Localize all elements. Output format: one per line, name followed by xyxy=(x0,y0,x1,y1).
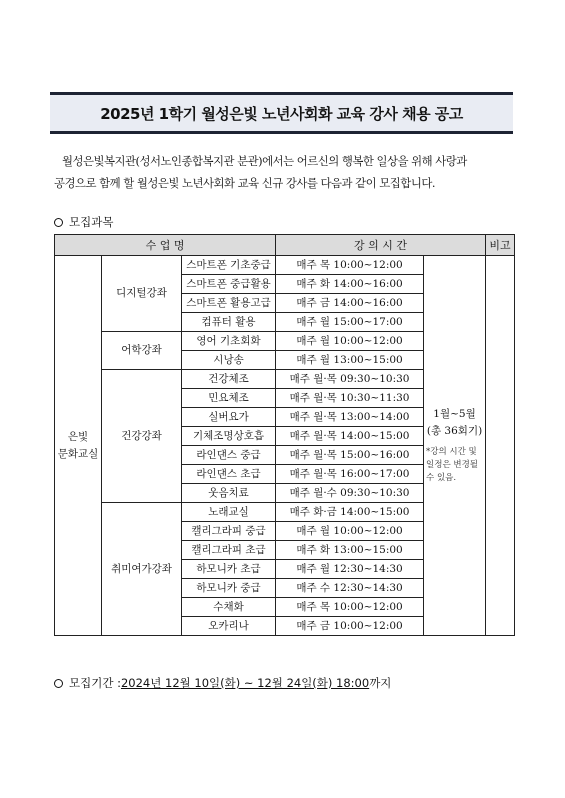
subject-cell: 기체조명상호흡 xyxy=(182,427,276,446)
recruit-period-label: 모집기간 : xyxy=(69,676,121,690)
intro-line-1: 월성은빛복지관(성서노인종합복지관 분관)에서는 어르신의 행복한 일상을 위해 사랑과 xyxy=(62,154,467,168)
subject-cell: 시낭송 xyxy=(182,351,276,370)
venue-line-1: 은빛 xyxy=(67,430,89,443)
table-row xyxy=(55,256,515,275)
period-months: 1월~5월 xyxy=(433,408,476,420)
period-note: *강의 시간 및 일정은 변경될 수 있음. xyxy=(426,447,478,483)
time-cell: 매주 화 13:00~15:00 xyxy=(276,541,424,560)
header-time: 강 의 시 간 xyxy=(276,235,486,256)
subject-cell: 컴퓨터 활용 xyxy=(182,313,276,332)
subject-cell: 스마트폰 중급활용 xyxy=(182,275,276,294)
time-cell: 매주 월 15:00~17:00 xyxy=(276,313,424,332)
time-cell: 매주 월·목 09:30~10:30 xyxy=(276,370,424,389)
header-course: 수 업 명 xyxy=(55,235,276,256)
recruit-period xyxy=(54,675,391,691)
time-cell: 매주 목 10:00~12:00 xyxy=(276,256,424,275)
circle-bullet-icon xyxy=(54,218,63,227)
venue-line-2: 문화교실 xyxy=(57,447,99,460)
subject-cell: 오카리나 xyxy=(182,617,276,636)
subject-cell: 영어 기초회화 xyxy=(182,332,276,351)
section-courses-label: 모집과목 xyxy=(69,215,114,229)
subject-cell: 건강체조 xyxy=(182,370,276,389)
time-cell: 매주 금 10:00~12:00 xyxy=(276,617,424,636)
subject-cell: 하모니카 초급 xyxy=(182,560,276,579)
period-cell xyxy=(424,256,486,636)
subject-cell: 스마트폰 기초중급 xyxy=(182,256,276,275)
time-cell: 매주 월 13:00~15:00 xyxy=(276,351,424,370)
recruit-period-suffix: 까지 xyxy=(369,676,392,690)
time-cell: 매주 금 14:00~16:00 xyxy=(276,294,424,313)
category-cell: 건강강좌 xyxy=(102,370,182,503)
time-cell: 매주 월 12:30~14:30 xyxy=(276,560,424,579)
subject-cell: 라인댄스 중급 xyxy=(182,446,276,465)
venue-cell xyxy=(55,256,102,636)
subject-cell: 라인댄스 초급 xyxy=(182,465,276,484)
subject-cell: 노래교실 xyxy=(182,503,276,522)
subject-cell: 민요체조 xyxy=(182,389,276,408)
recruit-period-range: 2024년 12월 10일(화) ~ 12월 24일(화) 18:00 xyxy=(120,676,370,690)
intro-paragraph xyxy=(54,150,514,194)
section-courses xyxy=(54,214,113,230)
notice-title-box xyxy=(50,92,513,134)
subject-cell: 실버요가 xyxy=(182,408,276,427)
subject-cell: 캘리그라피 초급 xyxy=(182,541,276,560)
subject-cell: 스마트폰 활용고급 xyxy=(182,294,276,313)
time-cell: 매주 월 10:00~12:00 xyxy=(276,522,424,541)
subject-cell: 캘리그라피 중급 xyxy=(182,522,276,541)
subject-cell: 수채화 xyxy=(182,598,276,617)
category-cell: 디지털강좌 xyxy=(102,256,182,332)
time-cell: 매주 수 12:30~14:30 xyxy=(276,579,424,598)
table-header-row xyxy=(55,235,515,256)
subject-cell: 웃음치료 xyxy=(182,484,276,503)
course-table xyxy=(54,234,515,636)
time-cell: 매주 월 10:00~12:00 xyxy=(276,332,424,351)
time-cell: 매주 화 14:00~16:00 xyxy=(276,275,424,294)
category-cell: 어학강좌 xyxy=(102,332,182,370)
time-cell: 매주 월·목 15:00~16:00 xyxy=(276,446,424,465)
time-cell: 매주 화·금 14:00~15:00 xyxy=(276,503,424,522)
time-cell: 매주 월·목 14:00~15:00 xyxy=(276,427,424,446)
time-cell: 매주 월·목 16:00~17:00 xyxy=(276,465,424,484)
header-note: 비고 xyxy=(486,235,515,256)
intro-line-2: 공경으로 함께 할 월성은빛 노년사회화 교육 신규 강사를 다음과 같이 모집합니다. xyxy=(54,176,435,190)
remarks-cell xyxy=(486,256,515,636)
category-cell: 취미여가강좌 xyxy=(102,503,182,636)
circle-bullet-icon xyxy=(54,679,63,688)
period-sessions: (총 36회기) xyxy=(426,425,483,437)
time-cell: 매주 월·수 09:30~10:30 xyxy=(276,484,424,503)
page-title: 2025년 1학기 월성은빛 노년사회화 교육 강사 채용 공고 xyxy=(100,104,463,123)
subject-cell: 하모니카 중급 xyxy=(182,579,276,598)
time-cell: 매주 월·목 13:00~14:00 xyxy=(276,408,424,427)
time-cell: 매주 월·목 10:30~11:30 xyxy=(276,389,424,408)
time-cell: 매주 목 10:00~12:00 xyxy=(276,598,424,617)
